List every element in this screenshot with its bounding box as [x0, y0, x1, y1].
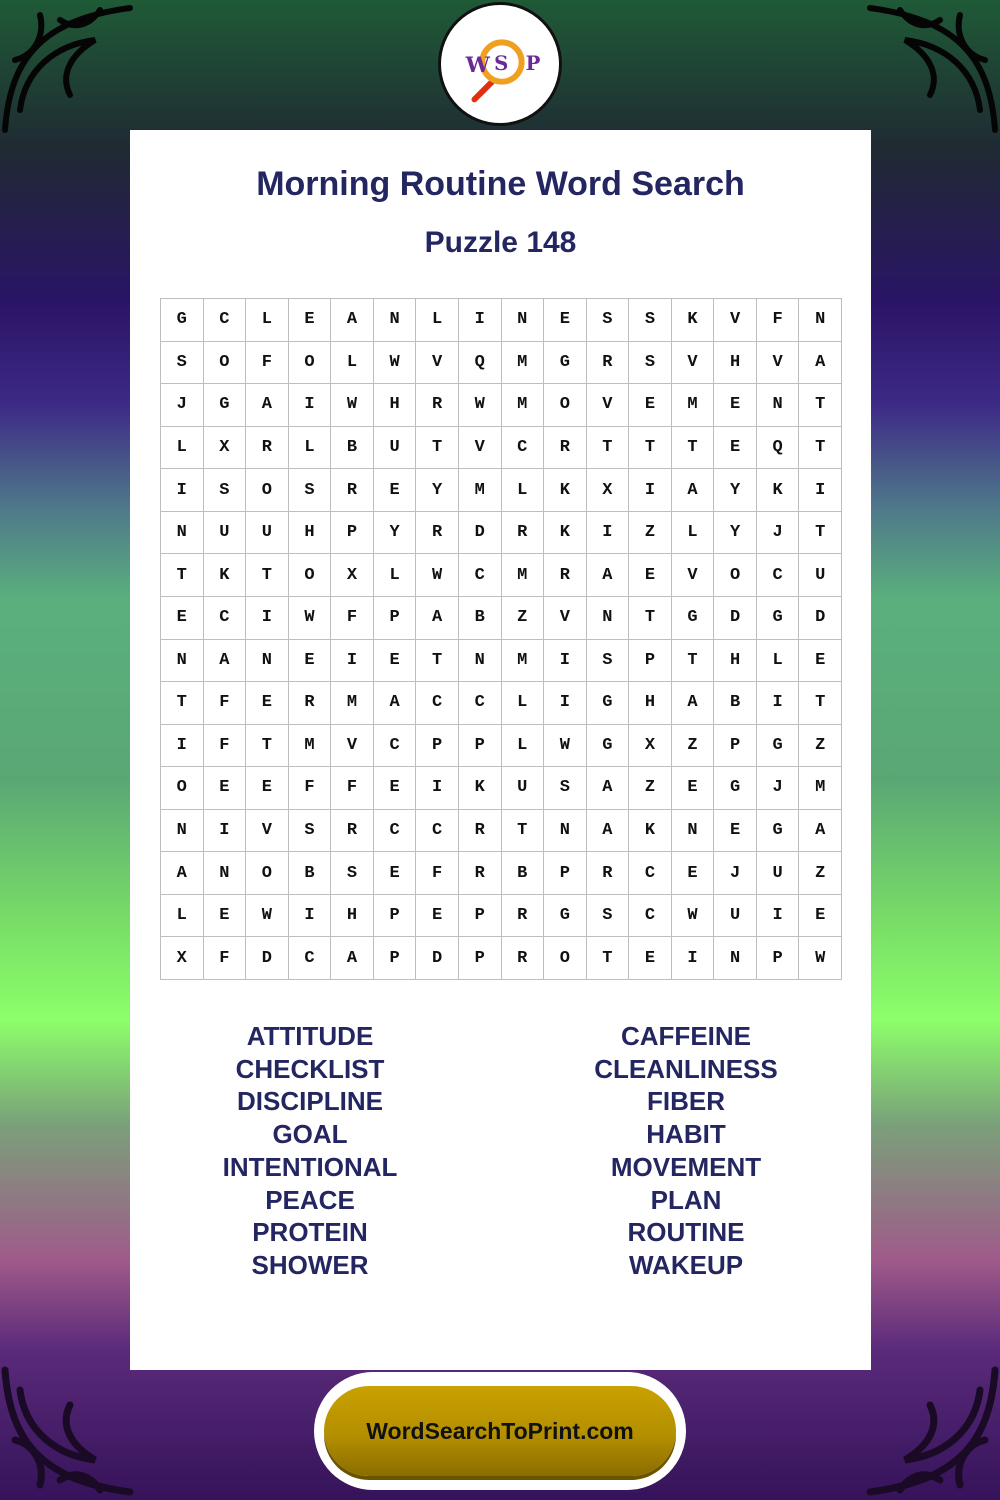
grid-cell[interactable]: W	[289, 597, 332, 640]
grid-cell[interactable]: C	[374, 725, 417, 768]
word-item: GOAL	[272, 1119, 348, 1150]
grid-cell[interactable]: I	[757, 682, 800, 725]
grid-cell[interactable]: N	[161, 810, 204, 853]
grid-cell[interactable]: K	[757, 469, 800, 512]
word-item: PROTEIN	[252, 1217, 368, 1248]
grid-cell[interactable]: C	[757, 554, 800, 597]
grid-cell[interactable]: B	[331, 427, 374, 470]
grid-cell[interactable]: P	[459, 895, 502, 938]
grid-cell[interactable]: R	[544, 554, 587, 597]
grid-cell[interactable]: E	[544, 299, 587, 342]
magnifier-logo-icon	[441, 5, 559, 123]
grid-cell[interactable]: D	[459, 512, 502, 555]
grid-cell[interactable]: V	[331, 725, 374, 768]
grid-cell[interactable]: R	[502, 895, 545, 938]
grid-cell[interactable]: T	[672, 640, 715, 683]
grid-cell[interactable]: R	[459, 810, 502, 853]
grid-cell[interactable]: A	[799, 342, 842, 385]
grid-cell[interactable]: S	[289, 469, 332, 512]
grid-cell[interactable]: L	[161, 895, 204, 938]
grid-cell[interactable]: M	[502, 554, 545, 597]
grid-cell[interactable]: A	[161, 852, 204, 895]
grid-cell[interactable]: S	[289, 810, 332, 853]
puzzle-number: Puzzle 148	[424, 226, 577, 259]
grid-cell[interactable]: V	[587, 384, 630, 427]
grid-cell[interactable]: W	[246, 895, 289, 938]
grid-cell[interactable]: A	[672, 469, 715, 512]
grid-cell[interactable]: S	[629, 342, 672, 385]
grid-cell[interactable]: S	[629, 299, 672, 342]
grid-cell[interactable]: O	[161, 767, 204, 810]
word-item: CAFFEINE	[621, 1021, 751, 1051]
corner-ornament-top-right	[860, 0, 1000, 140]
grid-cell[interactable]: U	[757, 852, 800, 895]
grid-cell[interactable]: V	[672, 554, 715, 597]
grid-cell[interactable]: A	[374, 682, 417, 725]
grid-cell[interactable]: E	[629, 384, 672, 427]
grid-cell[interactable]: R	[459, 852, 502, 895]
website-label: WordSearchToPrint.com	[366, 1417, 634, 1444]
grid-cell[interactable]: C	[502, 427, 545, 470]
grid-cell[interactable]: E	[629, 937, 672, 980]
grid-cell[interactable]: G	[587, 682, 630, 725]
grid-cell[interactable]: S	[544, 767, 587, 810]
grid-cell[interactable]: V	[544, 597, 587, 640]
grid-cell[interactable]: I	[246, 597, 289, 640]
grid-cell[interactable]: E	[799, 895, 842, 938]
word-list-right	[506, 1020, 866, 1282]
grid-cell[interactable]: C	[374, 810, 417, 853]
grid-cell[interactable]: A	[204, 640, 247, 683]
corner-ornament-bottom-left	[0, 1360, 140, 1500]
grid-cell[interactable]: V	[714, 299, 757, 342]
grid-cell[interactable]: I	[161, 725, 204, 768]
grid-cell[interactable]: A	[587, 554, 630, 597]
word-item: MOVEMENT	[610, 1151, 762, 1182]
grid-cell[interactable]: K	[204, 554, 247, 597]
grid-cell[interactable]: K	[459, 767, 502, 810]
grid-cell[interactable]: R	[587, 852, 630, 895]
grid-cell[interactable]: Y	[714, 512, 757, 555]
grid-cell[interactable]: Z	[672, 725, 715, 768]
grid-cell[interactable]: M	[502, 342, 545, 385]
grid-cell[interactable]: E	[672, 852, 715, 895]
grid-cell[interactable]: K	[544, 469, 587, 512]
grid-cell[interactable]: Q	[757, 427, 800, 470]
grid-cell[interactable]: T	[161, 554, 204, 597]
grid-cell[interactable]: U	[204, 512, 247, 555]
grid-cell[interactable]: I	[289, 384, 332, 427]
grid-cell[interactable]: P	[374, 597, 417, 640]
grid-cell[interactable]: D	[246, 937, 289, 980]
grid-cell[interactable]: L	[502, 725, 545, 768]
grid-cell[interactable]: G	[544, 895, 587, 938]
grid-cell[interactable]: P	[459, 725, 502, 768]
grid-cell[interactable]: L	[161, 427, 204, 470]
grid-cell[interactable]: B	[502, 852, 545, 895]
grid-cell[interactable]: R	[416, 384, 459, 427]
grid-cell[interactable]: H	[714, 640, 757, 683]
letter-grid	[160, 298, 842, 980]
grid-cell[interactable]: N	[204, 852, 247, 895]
grid-cell[interactable]: O	[246, 469, 289, 512]
grid-cell[interactable]: S	[587, 640, 630, 683]
grid-cell[interactable]: U	[799, 554, 842, 597]
word-item: HABIT	[646, 1119, 726, 1150]
grid-cell[interactable]: R	[587, 342, 630, 385]
grid-cell[interactable]: C	[289, 937, 332, 980]
grid-cell[interactable]: M	[289, 725, 332, 768]
website-button[interactable]	[324, 1386, 676, 1476]
grid-cell[interactable]: N	[161, 640, 204, 683]
grid-cell[interactable]: A	[672, 682, 715, 725]
grid-cell[interactable]: I	[544, 682, 587, 725]
grid-cell[interactable]: N	[246, 640, 289, 683]
grid-cell[interactable]: W	[459, 384, 502, 427]
grid-cell[interactable]: R	[416, 512, 459, 555]
word-item: WAKEUP	[628, 1249, 744, 1280]
grid-cell[interactable]: E	[246, 767, 289, 810]
grid-cell[interactable]: I	[629, 469, 672, 512]
grid-cell[interactable]: J	[757, 512, 800, 555]
grid-cell[interactable]: E	[672, 767, 715, 810]
grid-cell[interactable]: C	[204, 299, 247, 342]
grid-cell[interactable]: F	[331, 767, 374, 810]
grid-cell[interactable]: C	[459, 682, 502, 725]
grid-cell[interactable]: V	[416, 342, 459, 385]
grid-cell[interactable]: Y	[416, 469, 459, 512]
grid-cell[interactable]: G	[757, 597, 800, 640]
logo-letter-s: S	[494, 51, 509, 75]
puzzle-title: Morning Routine Word Search	[256, 165, 745, 203]
word-item: PLAN	[650, 1184, 722, 1215]
grid-cell[interactable]: W	[374, 342, 417, 385]
grid-cell[interactable]: O	[714, 554, 757, 597]
grid-cell[interactable]: M	[502, 384, 545, 427]
grid-cell[interactable]: Z	[799, 852, 842, 895]
grid-cell[interactable]: W	[672, 895, 715, 938]
grid-cell[interactable]: O	[289, 342, 332, 385]
grid-cell[interactable]: Z	[629, 767, 672, 810]
grid-cell[interactable]: W	[799, 937, 842, 980]
grid-cell[interactable]: J	[714, 852, 757, 895]
grid-cell[interactable]: I	[204, 810, 247, 853]
grid-cell[interactable]: O	[289, 554, 332, 597]
grid-cell[interactable]: G	[544, 342, 587, 385]
logo-letter-w: W	[465, 52, 490, 78]
grid-cell[interactable]: A	[587, 810, 630, 853]
grid-cell[interactable]: G	[204, 384, 247, 427]
grid-cell[interactable]: T	[246, 554, 289, 597]
word-item: PEACE	[265, 1184, 355, 1215]
grid-cell[interactable]: E	[629, 554, 672, 597]
grid-cell[interactable]: E	[714, 427, 757, 470]
grid-cell[interactable]: K	[672, 299, 715, 342]
word-item: ATTITUDE	[246, 1021, 374, 1051]
grid-cell[interactable]: F	[204, 682, 247, 725]
grid-cell[interactable]: L	[246, 299, 289, 342]
grid-cell[interactable]: H	[629, 682, 672, 725]
grid-cell[interactable]: C	[204, 597, 247, 640]
grid-cell[interactable]: X	[587, 469, 630, 512]
grid-cell[interactable]: M	[672, 384, 715, 427]
grid-cell[interactable]: H	[331, 895, 374, 938]
grid-cell[interactable]: V	[246, 810, 289, 853]
grid-cell[interactable]: M	[331, 682, 374, 725]
grid-cell[interactable]: A	[331, 937, 374, 980]
grid-cell[interactable]: T	[416, 640, 459, 683]
grid-cell[interactable]: R	[289, 682, 332, 725]
corner-ornament-bottom-right	[860, 1360, 1000, 1500]
grid-cell[interactable]: W	[544, 725, 587, 768]
grid-cell[interactable]: N	[672, 810, 715, 853]
grid-cell[interactable]: T	[799, 682, 842, 725]
grid-cell[interactable]: M	[459, 469, 502, 512]
grid-cell[interactable]: Y	[714, 469, 757, 512]
puzzle-card	[130, 130, 871, 1370]
grid-cell[interactable]: J	[161, 384, 204, 427]
grid-cell[interactable]: F	[204, 725, 247, 768]
grid-cell[interactable]: I	[544, 640, 587, 683]
grid-cell[interactable]: R	[502, 512, 545, 555]
grid-cell[interactable]: T	[502, 810, 545, 853]
grid-cell[interactable]: L	[502, 469, 545, 512]
grid-cell[interactable]: F	[757, 299, 800, 342]
grid-cell[interactable]: T	[799, 384, 842, 427]
grid-cell[interactable]: R	[544, 427, 587, 470]
grid-cell[interactable]: T	[246, 725, 289, 768]
grid-cell[interactable]: L	[757, 640, 800, 683]
word-item: FIBER	[647, 1086, 725, 1117]
grid-cell[interactable]: E	[204, 895, 247, 938]
grid-cell[interactable]: T	[629, 597, 672, 640]
grid-cell[interactable]: O	[246, 852, 289, 895]
grid-cell[interactable]: B	[459, 597, 502, 640]
grid-cell[interactable]: U	[714, 895, 757, 938]
grid-cell[interactable]: P	[374, 937, 417, 980]
grid-cell[interactable]: Z	[799, 725, 842, 768]
grid-cell[interactable]: M	[799, 767, 842, 810]
grid-cell[interactable]: F	[416, 852, 459, 895]
grid-cell[interactable]: N	[544, 810, 587, 853]
word-item: CLEANLINESS	[594, 1053, 778, 1084]
grid-cell[interactable]: S	[587, 299, 630, 342]
grid-cell[interactable]: E	[289, 640, 332, 683]
grid-cell[interactable]: V	[757, 342, 800, 385]
grid-cell[interactable]: T	[799, 512, 842, 555]
grid-cell[interactable]: V	[459, 427, 502, 470]
grid-cell[interactable]: S	[331, 852, 374, 895]
grid-cell[interactable]: H	[714, 342, 757, 385]
grid-cell[interactable]: T	[672, 427, 715, 470]
grid-cell[interactable]: N	[459, 640, 502, 683]
grid-cell[interactable]: I	[459, 299, 502, 342]
grid-cell[interactable]: N	[374, 299, 417, 342]
grid-cell[interactable]: G	[672, 597, 715, 640]
grid-cell[interactable]: G	[161, 299, 204, 342]
grid-cell[interactable]: V	[672, 342, 715, 385]
grid-cell[interactable]: P	[544, 852, 587, 895]
grid-cell[interactable]: K	[544, 512, 587, 555]
grid-cell[interactable]: H	[289, 512, 332, 555]
grid-cell[interactable]: E	[204, 767, 247, 810]
grid-cell[interactable]: N	[502, 299, 545, 342]
grid-cell[interactable]: C	[459, 554, 502, 597]
grid-cell[interactable]: R	[502, 937, 545, 980]
grid-cell[interactable]: N	[757, 384, 800, 427]
grid-cell[interactable]: S	[204, 469, 247, 512]
grid-cell[interactable]: K	[629, 810, 672, 853]
grid-cell[interactable]: G	[757, 725, 800, 768]
grid-cell[interactable]: L	[374, 554, 417, 597]
grid-cell[interactable]: G	[587, 725, 630, 768]
grid-cell[interactable]: L	[416, 299, 459, 342]
grid-cell[interactable]: F	[246, 342, 289, 385]
grid-cell[interactable]: L	[672, 512, 715, 555]
grid-cell[interactable]: C	[629, 895, 672, 938]
word-item: DISCIPLINE	[237, 1086, 383, 1117]
grid-cell[interactable]: L	[502, 682, 545, 725]
grid-cell[interactable]: F	[331, 597, 374, 640]
grid-cell[interactable]: S	[587, 895, 630, 938]
grid-cell[interactable]: I	[587, 512, 630, 555]
grid-cell[interactable]: D	[416, 937, 459, 980]
grid-cell[interactable]: I	[416, 767, 459, 810]
grid-cell[interactable]: Y	[374, 512, 417, 555]
grid-cell[interactable]: I	[672, 937, 715, 980]
grid-cell[interactable]: D	[799, 597, 842, 640]
grid-cell[interactable]: H	[374, 384, 417, 427]
grid-cell[interactable]: N	[161, 512, 204, 555]
grid-cell[interactable]: A	[587, 767, 630, 810]
grid-cell[interactable]: G	[757, 810, 800, 853]
grid-cell[interactable]: E	[289, 299, 332, 342]
grid-cell[interactable]: L	[289, 427, 332, 470]
grid-cell[interactable]: T	[629, 427, 672, 470]
grid-cell[interactable]: Q	[459, 342, 502, 385]
grid-cell[interactable]: O	[544, 937, 587, 980]
corner-ornament-top-left	[0, 0, 140, 140]
grid-cell[interactable]: E	[374, 767, 417, 810]
grid-cell[interactable]: O	[544, 384, 587, 427]
grid-cell[interactable]: P	[629, 640, 672, 683]
grid-cell[interactable]: S	[161, 342, 204, 385]
grid-cell[interactable]: T	[161, 682, 204, 725]
grid-cell[interactable]: M	[502, 640, 545, 683]
grid-cell[interactable]: N	[714, 937, 757, 980]
grid-cell[interactable]: A	[246, 384, 289, 427]
grid-cell[interactable]: F	[204, 937, 247, 980]
grid-cell[interactable]: I	[161, 469, 204, 512]
grid-cell[interactable]: P	[757, 937, 800, 980]
grid-cell[interactable]: W	[331, 384, 374, 427]
grid-cell[interactable]: U	[246, 512, 289, 555]
grid-cell[interactable]: C	[629, 852, 672, 895]
grid-cell[interactable]: X	[629, 725, 672, 768]
grid-cell[interactable]: P	[459, 937, 502, 980]
grid-cell[interactable]: U	[502, 767, 545, 810]
word-item: INTENTIONAL	[222, 1151, 398, 1182]
grid-cell[interactable]: U	[374, 427, 417, 470]
grid-cell[interactable]: F	[289, 767, 332, 810]
grid-cell[interactable]: A	[799, 810, 842, 853]
grid-cell[interactable]: I	[799, 469, 842, 512]
grid-cell[interactable]: X	[331, 554, 374, 597]
wsp-logo[interactable]	[438, 2, 562, 126]
grid-cell[interactable]: P	[714, 725, 757, 768]
grid-cell[interactable]: L	[331, 342, 374, 385]
grid-cell[interactable]: J	[757, 767, 800, 810]
grid-cell[interactable]: A	[331, 299, 374, 342]
grid-cell[interactable]: B	[289, 852, 332, 895]
grid-cell[interactable]: G	[714, 767, 757, 810]
grid-cell[interactable]: E	[799, 640, 842, 683]
grid-cell[interactable]: E	[374, 640, 417, 683]
grid-cell[interactable]: E	[416, 895, 459, 938]
grid-cell[interactable]: E	[714, 810, 757, 853]
grid-cell[interactable]: T	[587, 937, 630, 980]
grid-cell[interactable]: N	[587, 597, 630, 640]
grid-cell[interactable]: T	[587, 427, 630, 470]
grid-cell[interactable]: O	[204, 342, 247, 385]
word-item: CHECKLIST	[235, 1053, 385, 1084]
grid-cell[interactable]: I	[289, 895, 332, 938]
grid-cell[interactable]: Z	[502, 597, 545, 640]
grid-cell[interactable]: E	[714, 384, 757, 427]
grid-cell[interactable]: W	[416, 554, 459, 597]
grid-cell[interactable]: P	[331, 512, 374, 555]
word-list-left	[130, 1020, 490, 1282]
grid-cell[interactable]: E	[161, 597, 204, 640]
grid-cell[interactable]: T	[416, 427, 459, 470]
word-item: ROUTINE	[627, 1217, 745, 1248]
grid-cell[interactable]: P	[416, 725, 459, 768]
grid-cell[interactable]: Z	[629, 512, 672, 555]
grid-cell[interactable]: X	[204, 427, 247, 470]
grid-cell[interactable]: T	[799, 427, 842, 470]
grid-cell[interactable]: R	[331, 810, 374, 853]
grid-cell[interactable]: P	[374, 895, 417, 938]
grid-cell[interactable]: A	[416, 597, 459, 640]
grid-cell[interactable]: E	[374, 852, 417, 895]
grid-cell[interactable]: E	[374, 469, 417, 512]
grid-cell[interactable]: X	[161, 937, 204, 980]
grid-cell[interactable]: E	[246, 682, 289, 725]
grid-cell[interactable]: C	[416, 810, 459, 853]
grid-cell[interactable]: B	[714, 682, 757, 725]
grid-cell[interactable]: N	[799, 299, 842, 342]
grid-cell[interactable]: R	[331, 469, 374, 512]
logo-letter-p: P	[525, 51, 541, 75]
grid-cell[interactable]: D	[714, 597, 757, 640]
word-item: SHOWER	[251, 1249, 369, 1280]
grid-cell[interactable]: R	[246, 427, 289, 470]
grid-cell[interactable]: I	[757, 895, 800, 938]
grid-cell[interactable]: C	[416, 682, 459, 725]
grid-cell[interactable]: I	[331, 640, 374, 683]
